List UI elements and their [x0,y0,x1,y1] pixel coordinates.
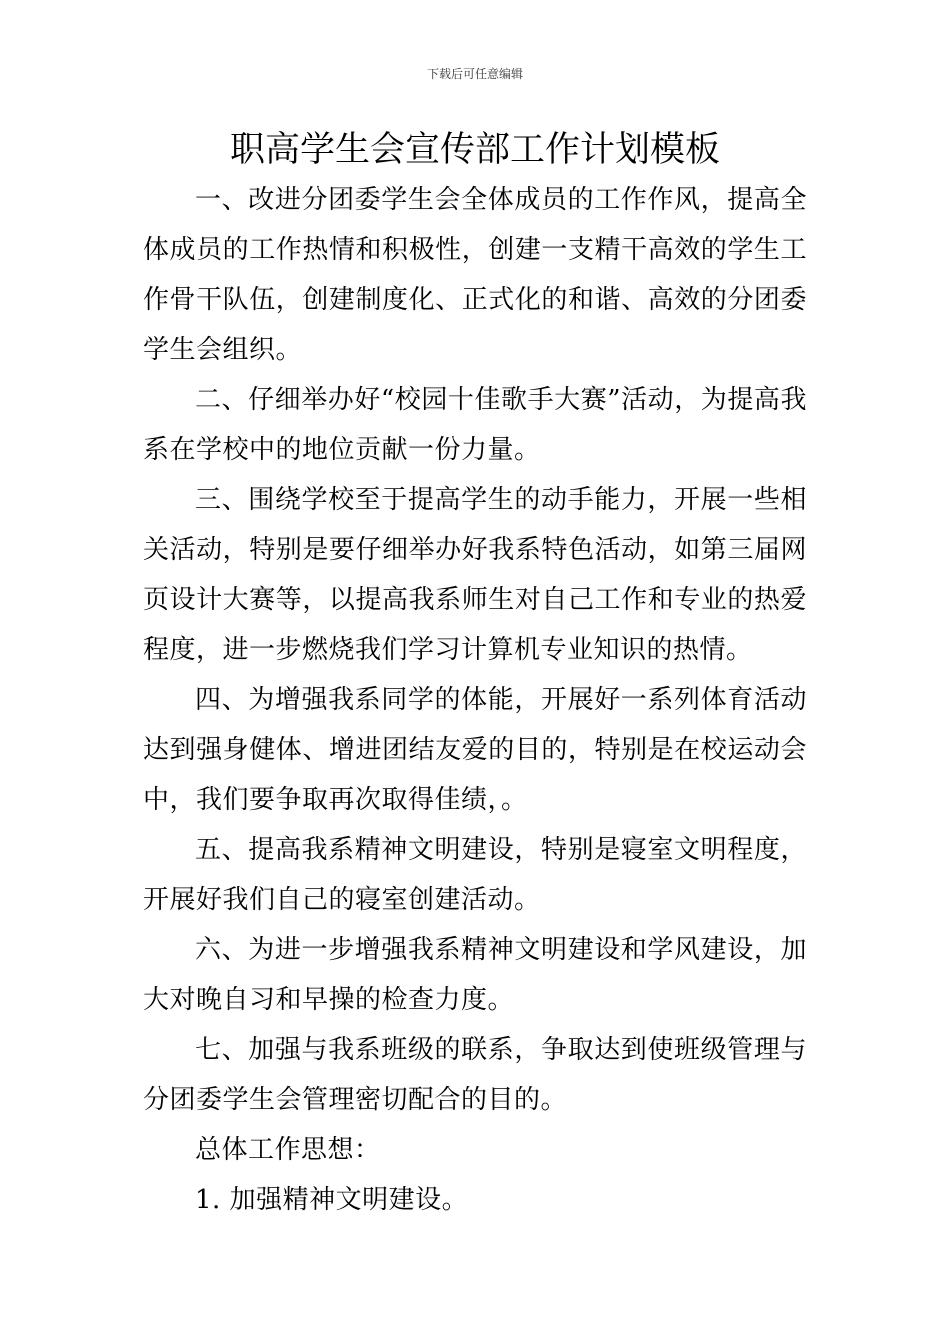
paragraph-7: 七、加强与我系班级的联系，争取达到使班级管理与分团委学生会管理密切配合的目的。 [143,1035,807,1115]
paragraph-5: 五、提高我系精神文明建设，特别是寝室文明程度，开展好我们自己的寝室创建活动。 [143,835,807,915]
paragraph-1: 一、改进分团委学生会全体成员的工作作风，提高全体成员的工作热情和积极性，创建一支精干高效的学生工作骨干队伍，创建制度化、正式化的和谐、高效的分团委学生会组织。 [143,185,807,365]
paragraph-2: 二、仔细举办好“校园十佳歌手大赛”活动，为提高我系在学校中的地位贡献一份力量。 [143,385,807,465]
list-item-1: 1. 加强精神文明建设。 [195,1185,469,1215]
document-title: 职高学生会宣传部工作计划模板 [229,130,720,170]
paragraph-4: 四、为增强我系同学的体能，开展好一系列体育活动达到强身健体、增进团结友爱的目的，特别是在校运动会中，我们要争取再次取得佳绩，。 [143,685,807,815]
document-body [143,175,807,1225]
header-note: 下载后可任意编辑 [426,67,523,81]
paragraph-6: 六、为进一步增强我系精神文明建设和学风建设，加大对晚自习和早操的检查力度。 [143,935,807,1015]
section-heading-overall-ideas: 总体工作思想： [195,1135,381,1165]
paragraph-3: 三、围绕学校至于提高学生的动手能力，开展一些相关活动，特别是要仔细举办好我系特色活动，如第三届网页设计大赛等，以提高我系师生对自己工作和专业的热爱程度，进一步燃烧我们学习计算机专业知识的热情。 [143,485,807,665]
